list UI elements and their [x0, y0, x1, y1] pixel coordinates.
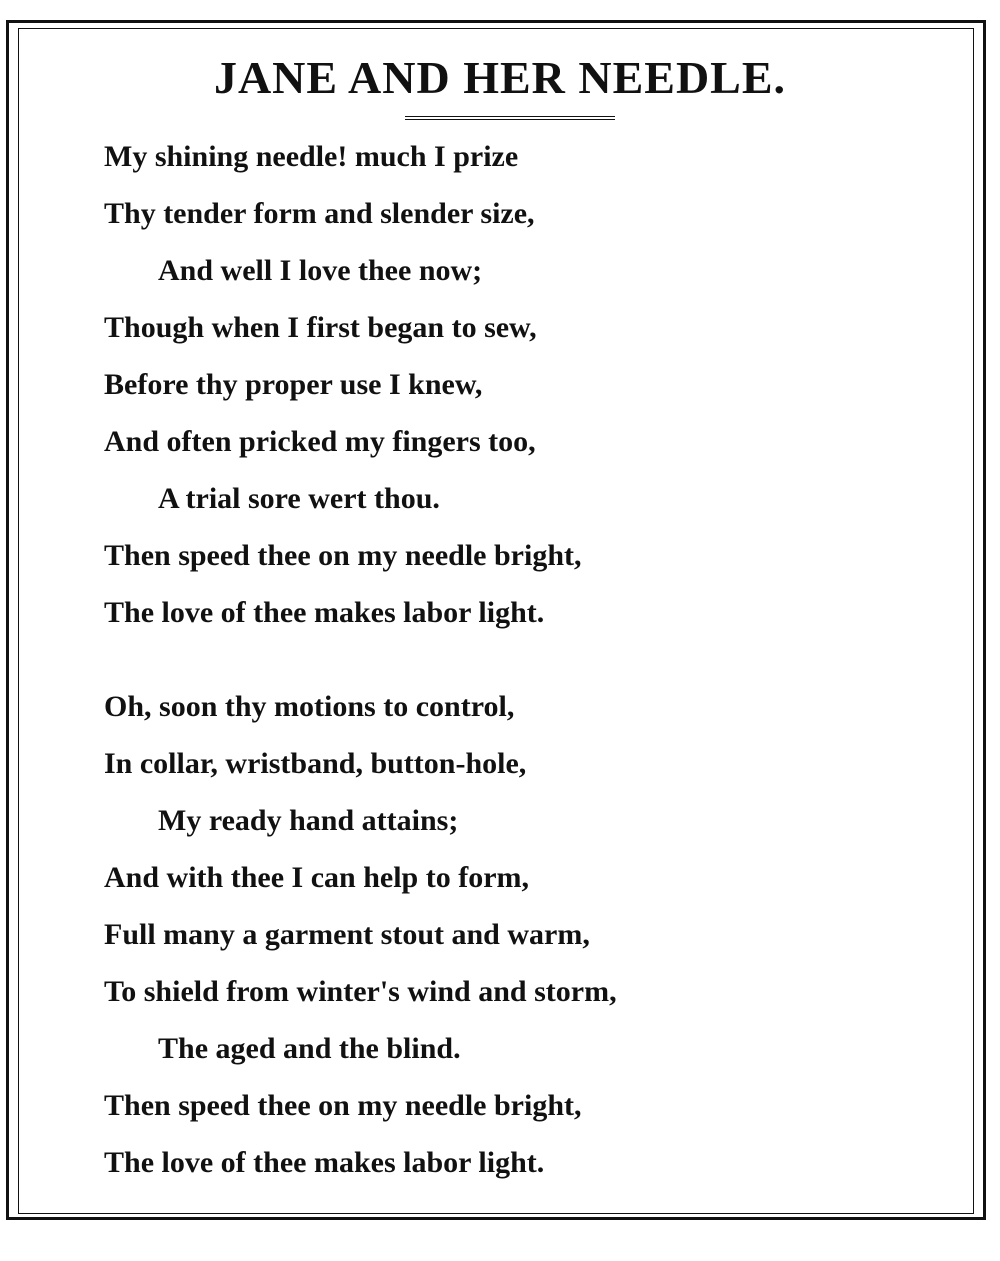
poem-title: JANE AND HER NEEDLE. — [213, 52, 787, 103]
refrain-line: Then speed thee on my needle bright, — [104, 1089, 582, 1122]
title-underline — [405, 116, 615, 120]
verse-line: Oh, soon thy motions to control, — [104, 690, 515, 723]
verse-line: Though when I first began to sew, — [104, 311, 537, 344]
verse-line-indented: A trial sore wert thou. — [158, 482, 440, 515]
verse-line-indented: The aged and the blind. — [158, 1032, 461, 1065]
stanza-1 — [104, 128, 974, 641]
verse-line-indented: My ready hand attains; — [158, 804, 459, 837]
verse-line: To shield from winter's wind and storm, — [104, 975, 617, 1008]
verse-line: Before thy proper use I knew, — [104, 368, 483, 401]
refrain-line: The love of thee makes labor light. — [104, 596, 545, 629]
verse-line: And with thee I can help to form, — [104, 861, 529, 894]
verse-line: In collar, wristband, button-hole, — [104, 747, 527, 780]
verse-line: Full many a garment stout and warm, — [104, 918, 590, 951]
verse-line: My shining needle! much I prize — [104, 140, 519, 173]
refrain-line: Then speed thee on my needle bright, — [104, 539, 582, 572]
poem-body — [104, 128, 974, 1191]
verse-line-indented: And well I love thee now; — [158, 254, 483, 287]
verse-line: Thy tender form and slender size, — [104, 197, 535, 230]
verse-line: And often pricked my fingers too, — [104, 425, 536, 458]
stanza-2 — [104, 678, 974, 1191]
refrain-line: The love of thee makes labor light. — [104, 1146, 545, 1179]
